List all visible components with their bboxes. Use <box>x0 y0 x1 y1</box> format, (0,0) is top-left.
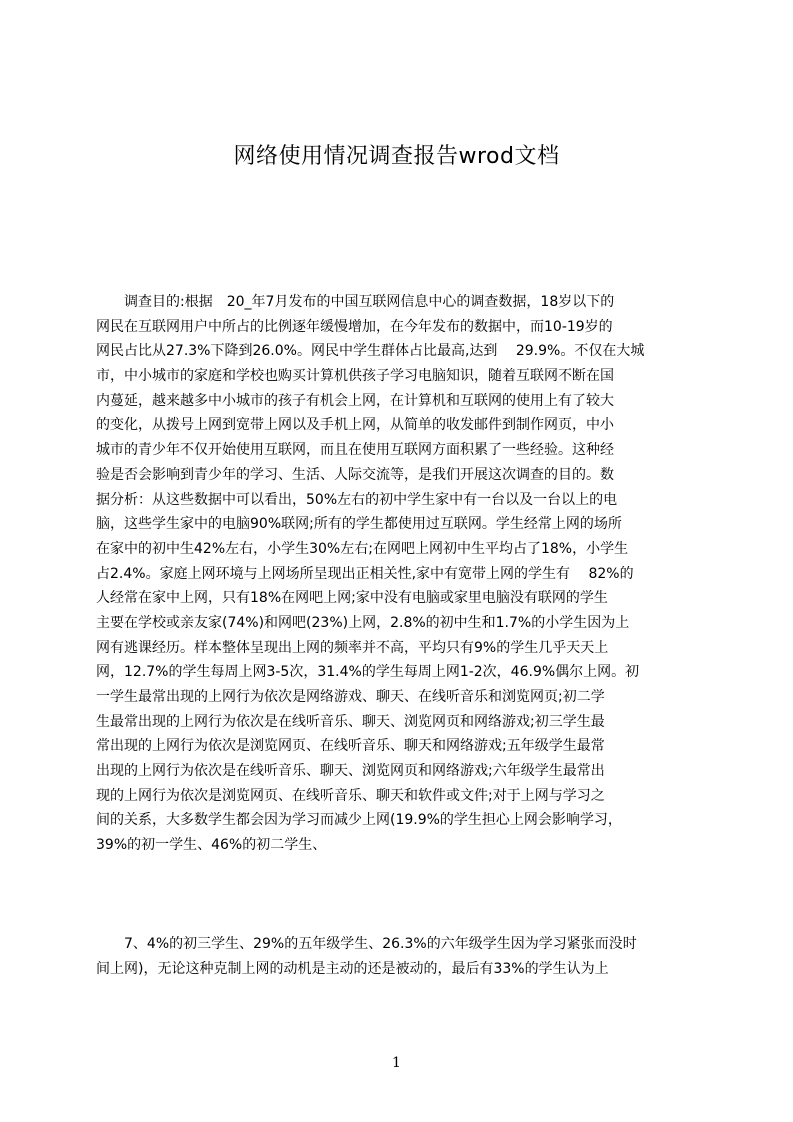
text-line: 一学生最常出现的上网行为依次是网络游戏、聊天、在线听音乐和浏览网页;初二学 <box>96 689 605 705</box>
text-line: 人经常在家中上网，只有18%在网吧上网;家中没有电脑或家里电脑没有联网的学生 <box>96 590 608 607</box>
page-number: 1 <box>392 1055 401 1071</box>
text-line: 主要在学校或亲友家(74%)和网吧(23%)上网，2.8%的初中生和1.7%的小学生因为上 <box>96 614 630 631</box>
text-line: 网，12.7%的学生每周上网3-5次，31.4%的学生每周上网1-2次，46.9%偶尔上网。初 <box>96 664 640 681</box>
text-line: 验是否会影响到青少年的学习、生活、人际交流等，是我们开展这次调查的目的。数 <box>96 466 614 483</box>
body-paragraph-1 <box>96 290 698 858</box>
text-line: 39%的初一学生、46%的初二学生、 <box>96 837 327 854</box>
text-line: 常出现的上网行为依次是浏览网页、在线听音乐、聊天和网络游戏;五年级学生最常 <box>96 738 605 755</box>
text-line: 7、4%的初三学生、29%的五年级学生、26.3%的六年级学生因为学习紧张而没时 <box>96 936 637 952</box>
text-line: 在家中的初中生42%左右，小学生30%左右;在网吧上网初中生平均占了18%，小学生 <box>96 540 629 557</box>
text-line: 网民在互联网用户中所占的比例逐年缓慢增加，在今年发布的数据中，而10-19岁的 <box>96 318 613 335</box>
text-line: 调查目的:根据 20_年7月发布的中国互联网信息中心的调查数据，18岁以下的 <box>96 294 615 310</box>
body-paragraph-2 <box>96 932 698 981</box>
text-line: 脑，这些学生家中的电脑90%联网;所有的学生都使用过互联网。学生经常上网的场所 <box>96 516 622 533</box>
text-line: 现的上网行为依次是浏览网页、在线听音乐、聊天和软件或文件;对于上网与学习之 <box>96 787 605 804</box>
text-line: 内蔓延，越来越多中小城市的孩子有机会上网，在计算机和互联网的使用上有了较大 <box>96 392 614 409</box>
text-line: 间上网)，无论这种克制上网的动机是主动的还是被动的，最后有33%的学生认为上 <box>96 960 609 977</box>
text-line: 据分析：从这些数据中可以看出，50%左右的初中学生家中有一台以及一台以上的电 <box>96 491 618 508</box>
text-line: 城市的青少年不仅开始使用互联网，而且在使用互联网方面积累了一些经验。这种经 <box>96 442 614 459</box>
text-line: 出现的上网行为依次是在线听音乐、聊天、浏览网页和网络游戏;六年级学生最常出 <box>96 763 605 780</box>
text-line: 市，中小城市的家庭和学校也购买计算机供孩子学习电脑知识，随着互联网不断在国 <box>96 368 614 385</box>
text-line: 网有逃课经历。样本整体呈现出上网的频率并不高，平均只有9%的学生几乎天天上 <box>96 639 609 656</box>
text-line: 网民占比从27.3%下降到26.0%。网民中学生群体占比最高,达到 29.9%。不仅在大城 <box>96 343 645 360</box>
document-title: 网络使用情况调查报告wrod文档 <box>233 144 560 169</box>
text-line: 占2.4%。家庭上网环境与上网场所呈现出正相关性,家中有宽带上网的学生有 82%的 <box>96 565 634 582</box>
text-line: 生最常出现的上网行为依次是在线听音乐、聊天、浏览网页和网络游戏;初三学生最 <box>96 713 605 730</box>
text-line: 间的关系，大多数学生都会因为学习而减少上网(19.9%的学生担心上网会影响学习， <box>96 812 622 829</box>
text-line: 的变化，从拨号上网到宽带上网以及手机上网，从简单的收发邮件到制作网页，中小 <box>96 417 614 434</box>
